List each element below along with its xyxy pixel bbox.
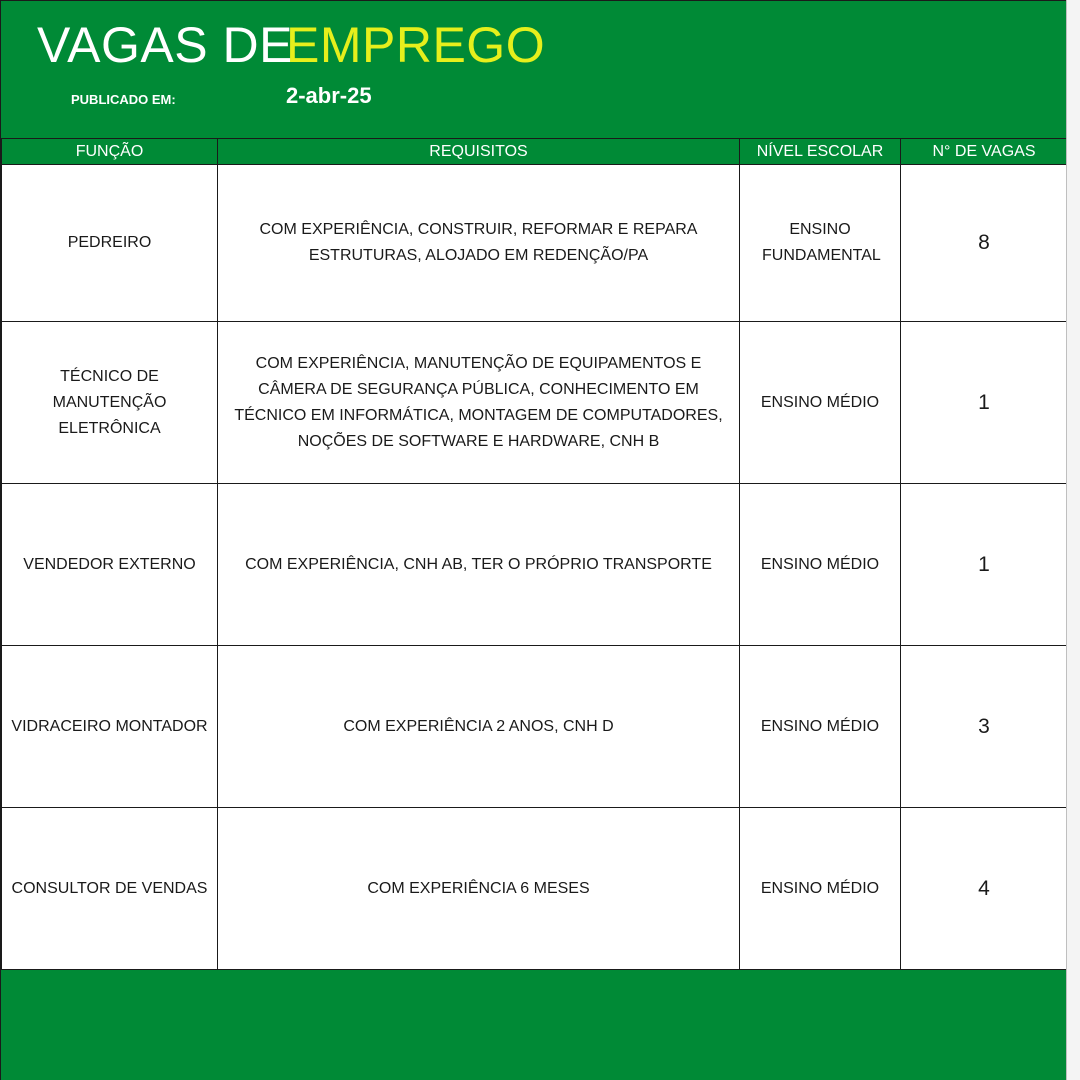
published-date: 2-abr-25	[286, 83, 372, 108]
title-vagas-de: VAGAS DE	[37, 17, 293, 73]
cell-funcao: PEDREIRO	[2, 165, 218, 322]
cell-requisitos: COM EXPERIÊNCIA 6 MESES	[218, 808, 740, 970]
cell-nivel-escolar: ENSINO MÉDIO	[740, 646, 901, 808]
jobs-table	[1, 138, 1068, 970]
column-header-funcao: FUNÇÃO	[2, 139, 218, 165]
cell-nivel-escolar: ENSINO MÉDIO	[740, 808, 901, 970]
cell-nivel-escolar: ENSINO MÉDIO	[740, 322, 901, 484]
title-emprego: EMPREGO	[286, 17, 546, 73]
cell-numero-vagas: 3	[901, 646, 1068, 808]
column-header-requisitos: REQUISITOS	[218, 139, 740, 165]
cell-requisitos: COM EXPERIÊNCIA, MANUTENÇÃO DE EQUIPAMENTOS E CÂMERA DE SEGURANÇA PÚBLICA, CONHECIMENTO EM TÉCNICO EM INFORMÁTICA, MONTAGEM DE COMPUTADORES, NOÇÕES DE SOFTWARE E HARDWARE, CNH B	[218, 322, 740, 484]
cell-requisitos: COM EXPERIÊNCIA, CNH AB, TER O PRÓPRIO TRANSPORTE	[218, 484, 740, 646]
column-header-nivel-escolar: NÍVEL ESCOLAR	[740, 139, 901, 165]
table-row	[2, 484, 1068, 646]
page-edge-divider	[1066, 0, 1080, 1080]
cell-requisitos: COM EXPERIÊNCIA 2 ANOS, CNH D	[218, 646, 740, 808]
table-row	[2, 646, 1068, 808]
table-row	[2, 808, 1068, 970]
table-row	[2, 322, 1068, 484]
cell-requisitos: COM EXPERIÊNCIA, CONSTRUIR, REFORMAR E REPARA ESTRUTURAS, ALOJADO EM REDENÇÃO/PA	[218, 165, 740, 322]
published-label: PUBLICADO EM:	[71, 92, 176, 107]
header-banner	[1, 0, 1067, 138]
cell-nivel-escolar: ENSINO FUNDAMENTAL	[740, 165, 901, 322]
cell-funcao: CONSULTOR DE VENDAS	[2, 808, 218, 970]
cell-numero-vagas: 1	[901, 322, 1068, 484]
table-row	[2, 165, 1068, 322]
cell-numero-vagas: 8	[901, 165, 1068, 322]
table-header-row	[2, 139, 1068, 165]
cell-numero-vagas: 1	[901, 484, 1068, 646]
cell-funcao: VIDRACEIRO MONTADOR	[2, 646, 218, 808]
cell-numero-vagas: 4	[901, 808, 1068, 970]
cell-funcao: VENDEDOR EXTERNO	[2, 484, 218, 646]
cell-nivel-escolar: ENSINO MÉDIO	[740, 484, 901, 646]
column-header-numero-vagas: N° DE VAGAS	[901, 139, 1068, 165]
cell-funcao: TÉCNICO DE MANUTENÇÃO ELETRÔNICA	[2, 322, 218, 484]
footer-banner	[1, 969, 1067, 1080]
